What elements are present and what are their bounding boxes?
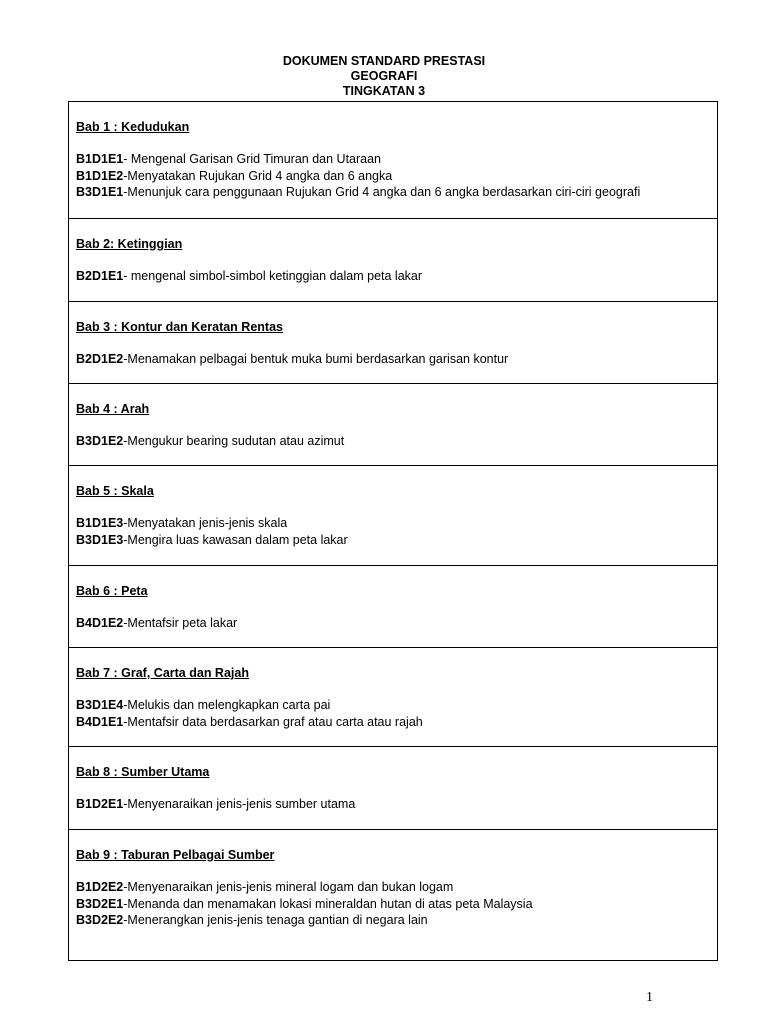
section-title: Bab 3 : Kontur dan Keratan Rentas: [76, 320, 283, 334]
standard-description: -Menyenaraikan jenis-jenis sumber utama: [123, 797, 356, 811]
standard-description: -Menamakan pelbagai bentuk muka bumi berdasarkan garisan kontur: [123, 352, 509, 366]
standard-code: B2D1E1: [76, 269, 124, 283]
standard-code: B4D1E1: [76, 714, 124, 729]
list-item: [76, 697, 717, 714]
section-title: Bab 1 : Kedudukan: [76, 120, 190, 134]
standard-description: -Menunjuk cara penggunaan Rujukan Grid 4 angka dan 6 angka berdasarkan ciri-ciri geografi: [123, 185, 641, 199]
section-title: Bab 4 : Arah: [76, 402, 150, 416]
standard-code: B1D1E3: [76, 516, 124, 530]
standard-code: B2D1E2: [76, 352, 124, 366]
standard-description: -Mentafsir data berdasarkan graf atau carta atau rajah: [123, 714, 423, 729]
section-title: Bab 8 : Sumber Utama: [76, 765, 210, 779]
list-item: [76, 714, 717, 731]
section-bab-3: [68, 302, 718, 384]
list-item: [76, 268, 717, 285]
section-bab-7: [68, 648, 718, 747]
section-title: Bab 2: Ketinggian: [76, 237, 183, 251]
section-bab-9: [68, 830, 718, 961]
section-title: Bab 6 : Peta: [76, 584, 148, 598]
standard-description: -Menyatakan Rujukan Grid 4 angka dan 6 angka: [123, 168, 393, 183]
standard-code: B1D1E2: [76, 168, 124, 183]
standard-description: -Mengira luas kawasan dalam peta lakar: [123, 532, 348, 547]
section-bab-4: [68, 384, 718, 466]
standard-code: B1D2E1: [76, 797, 124, 811]
section-title: Bab 7 : Graf, Carta dan Rajah: [76, 666, 249, 680]
section-bab-1: [68, 102, 718, 219]
section-title: Bab 9 : Taburan Pelbagai Sumber: [76, 848, 275, 862]
list-item: [76, 532, 717, 549]
standard-description: -Menyatakan jenis-jenis skala: [123, 516, 288, 530]
document-title: DOKUMEN STANDARD PRESTASI: [282, 54, 486, 68]
list-item: [76, 615, 717, 632]
list-item: [76, 351, 717, 368]
list-item: [76, 896, 717, 913]
standard-description: -Menyenaraikan jenis-jenis mineral logam dan bukan logam: [123, 880, 454, 894]
standard-code: B3D1E4: [76, 698, 124, 712]
subject-title: GEOGRAFI: [350, 69, 418, 83]
section-bab-6: [68, 566, 718, 648]
list-item: [76, 796, 717, 813]
standard-code: B3D1E3: [76, 532, 124, 547]
page-number: 1: [646, 990, 653, 1005]
list-item: [76, 515, 717, 532]
document-header: [0, 54, 768, 99]
standards-table: [68, 101, 718, 961]
standard-code: B3D2E1: [76, 896, 124, 911]
standard-code: B3D1E2: [76, 434, 124, 448]
standard-description: - Mengenal Garisan Grid Timuran dan Utaraan: [123, 152, 382, 166]
list-item: [76, 433, 717, 450]
list-item: [76, 879, 717, 896]
standard-code: B1D2E2: [76, 880, 124, 894]
form-level-title: TINGKATAN 3: [342, 84, 426, 98]
standard-code: B1D1E1: [76, 152, 124, 166]
standard-description: -Melukis dan melengkapkan carta pai: [123, 698, 331, 712]
standard-description: -Menanda dan menamakan lokasi mineraldan hutan di atas peta Malaysia: [123, 896, 533, 911]
standard-description: - mengenal simbol-simbol ketinggian dalam peta lakar: [123, 269, 423, 283]
standard-code: B3D2E2: [76, 913, 124, 927]
list-item: [76, 168, 717, 185]
list-item: [76, 151, 717, 168]
standard-description: -Menerangkan jenis-jenis tenaga gantian di negara lain: [123, 913, 428, 927]
standard-description: -Mengukur bearing sudutan atau azimut: [123, 434, 345, 448]
section-bab-8: [68, 747, 718, 830]
section-bab-2: [68, 219, 718, 302]
section-title: Bab 5 : Skala: [76, 484, 154, 498]
standard-code: B4D1E2: [76, 616, 124, 630]
list-item: [76, 912, 717, 929]
section-bab-5: [68, 466, 718, 566]
standard-description: -Mentafsir peta lakar: [123, 616, 238, 630]
list-item: [76, 184, 717, 201]
standard-code: B3D1E1: [76, 185, 124, 199]
